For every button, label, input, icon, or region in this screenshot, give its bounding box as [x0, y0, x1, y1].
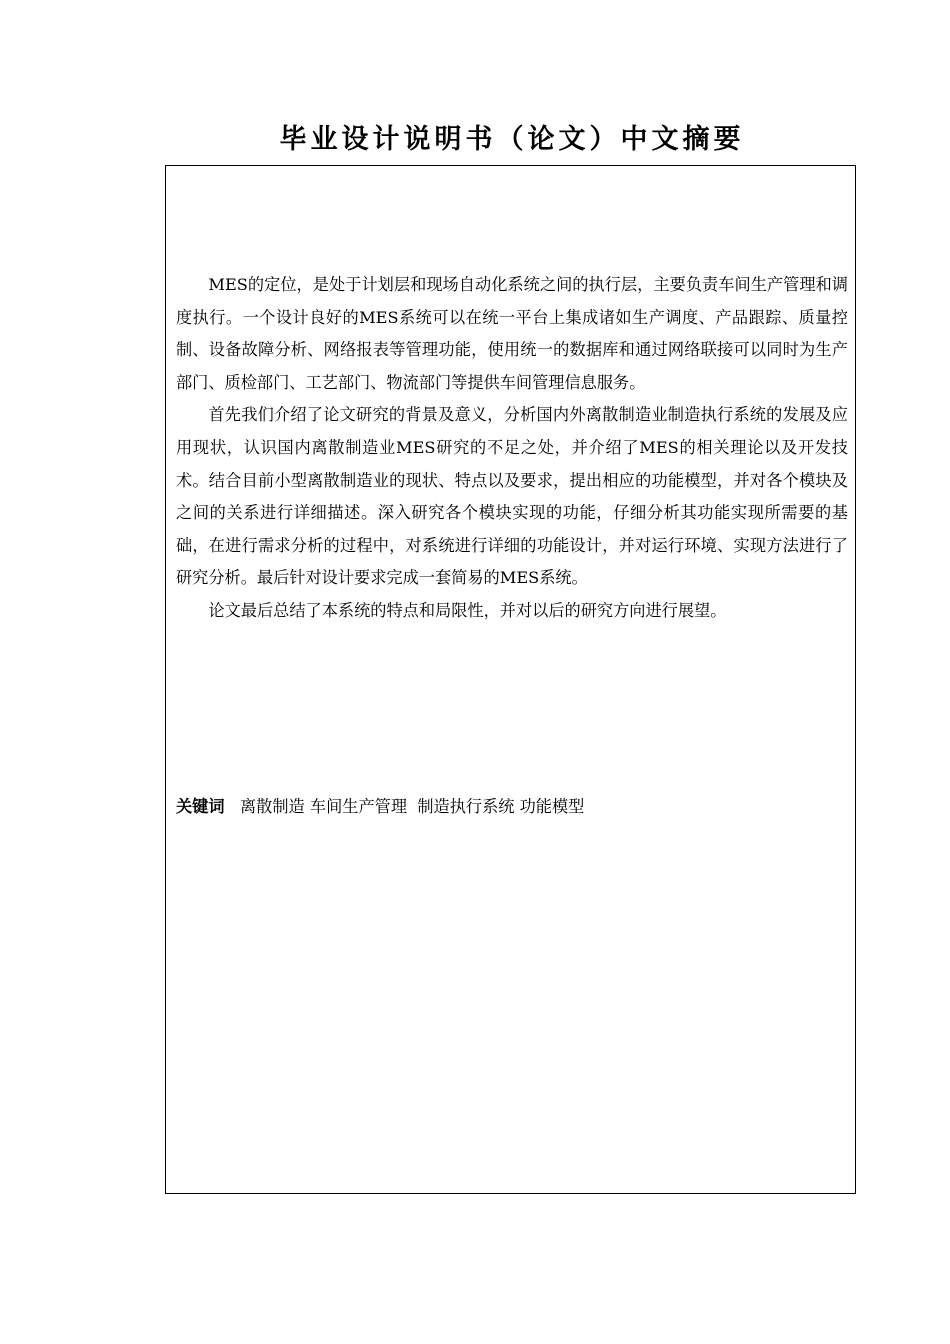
- keyword-2: 车间生产管理: [309, 797, 408, 816]
- keyword-4: 功能模型: [519, 797, 585, 816]
- keywords-line: [176, 791, 584, 823]
- abstract-paragraph-2: 首先我们介绍了论文研究的背景及意义，分析国内外离散制造业制造执行系统的发展及应用现状，认识国内离散制造业MES研究的不足之处，并介绍了MES的相关理论以及开发技术。结合目前小型离散制造业的现状、特点以及要求，提出相应的功能模型，并对各个模块及之间的关系进行详细描述。深入研究各个模块实现的功能，仔细分析其功能实现所需要的基础，在进行需求分析的过程中，对系统进行详细的功能设计，并对运行环境、实现方法进行了研究分析。最后针对设计要求完成一套简易的MES系统。: [176, 405, 848, 588]
- abstract-paragraph-1: MES的定位，是处于计划层和现场自动化系统之间的执行层，主要负责车间生产管理和调度执行。一个设计良好的MES系统可以在统一平台上集成诸如生产调度、产品跟踪、质量控制、设备故障分析、网络报表等管理功能，使用统一的数据库和通过网络联接可以同时为生产部门、质检部门、工艺部门、物流部门等提供车间管理信息服务。: [176, 275, 848, 392]
- keyword-3: 制造执行系统: [417, 797, 515, 816]
- abstract-body: [176, 269, 848, 628]
- page-title: 毕业设计说明书（论文）中文摘要: [279, 124, 745, 155]
- abstract-box: [165, 165, 856, 1194]
- keywords-label: 关键词: [176, 797, 225, 816]
- abstract-paragraph-3: 论文最后总结了本系统的特点和局限性，并对以后的研究方向进行展望。: [208, 600, 727, 620]
- keyword-1: 离散制造: [240, 797, 305, 816]
